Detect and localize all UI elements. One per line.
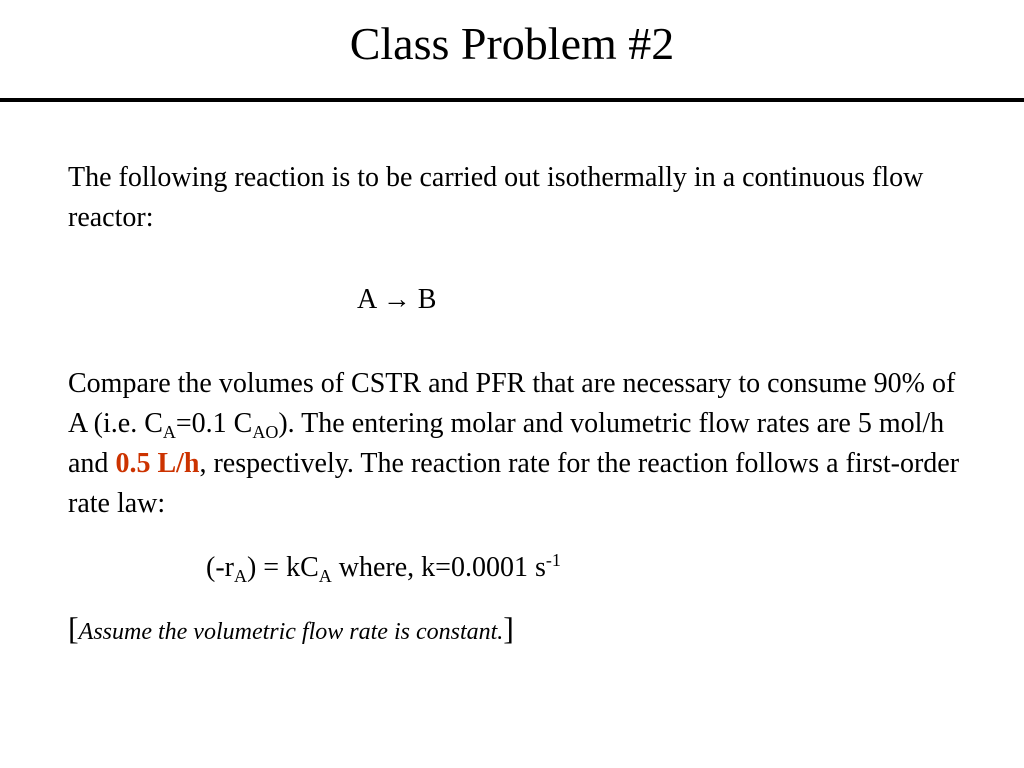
slide-title: Class Problem #2 — [349, 18, 675, 69]
open-bracket: [ — [68, 610, 79, 646]
right-arrow-icon: → — [382, 284, 411, 315]
highlighted-flow-rate: 0.5 L/h — [115, 448, 200, 479]
rate-law-text-1: (-r — [206, 552, 234, 583]
product: B — [417, 284, 437, 315]
rate-subscript-1: A — [233, 566, 247, 586]
problem-text-3: ). The entering molar and volumetric flow rates are 5 mol/h and — [68, 408, 945, 479]
intro-paragraph: The following reaction is to be carried out isothermally in a continuous flow reactor: — [68, 162, 924, 233]
assumption-text: Assume the volumetric flow rate is constant. — [78, 619, 504, 645]
problem-text-2: =0.1 C — [175, 408, 253, 439]
rate-superscript: -1 — [545, 550, 561, 570]
problem-text-1: Compare the volumes of CSTR and PFR that are necessary to consume 90% of A (i.e. C — [68, 368, 956, 439]
assumption-note — [68, 608, 514, 652]
reactant: A — [357, 284, 376, 315]
problem-paragraph — [68, 364, 968, 524]
reaction-equation — [357, 280, 436, 320]
rate-subscript-2: A — [318, 566, 332, 586]
title-divider — [0, 98, 1024, 102]
problem-text-4: , respectively. The reaction rate for the reaction follows a first-order rate law: — [68, 448, 960, 519]
rate-law-equation — [206, 548, 561, 588]
subscript-a: A — [162, 422, 176, 442]
rate-law-text-2: ) = kC — [246, 552, 319, 583]
rate-law-text-3: where, k=0.0001 s — [331, 552, 546, 583]
subscript-ao: AO — [252, 422, 279, 442]
close-bracket: ] — [503, 610, 514, 646]
